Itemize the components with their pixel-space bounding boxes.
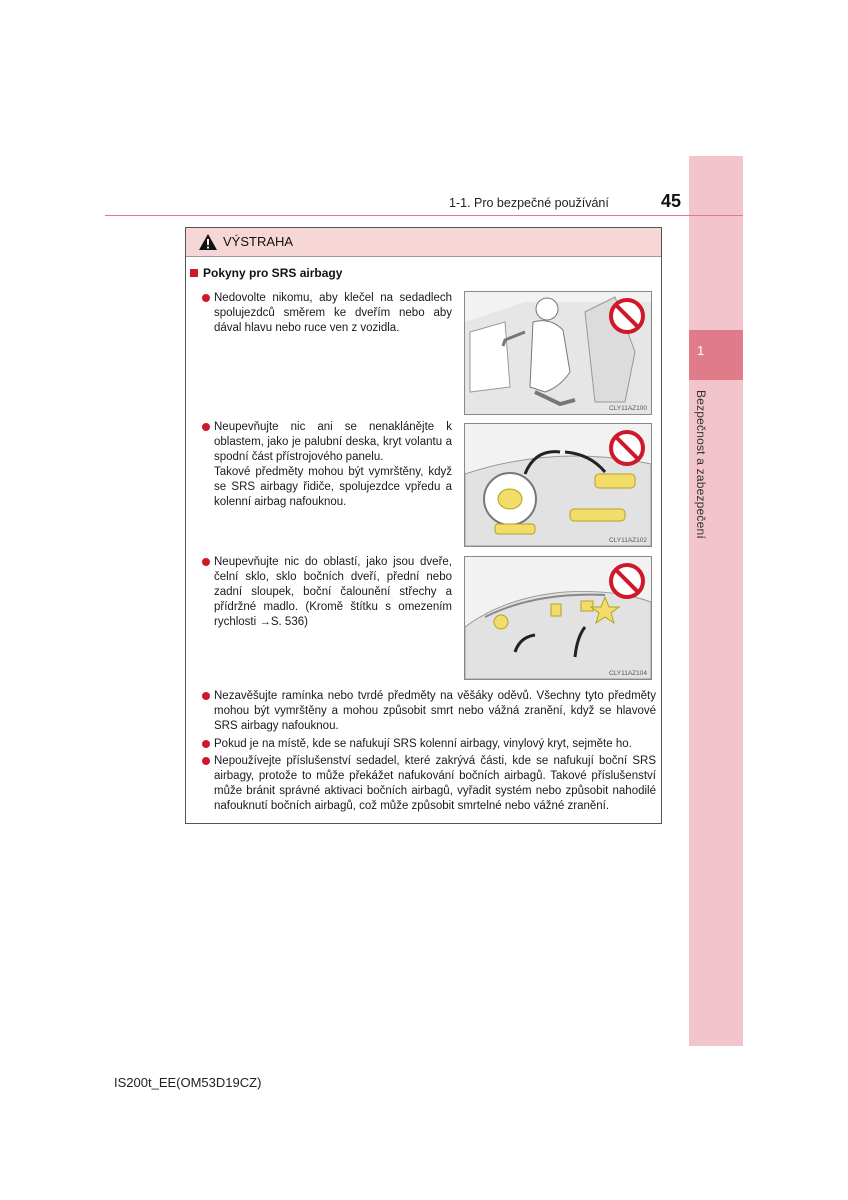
warning-triangle-icon — [198, 233, 218, 251]
warning-item-text-continued: Takové předměty mohou být vymrštěny, když se SRS airbagy řidiče, spolujezdce vpředu a kolenní airbag nafouknou. — [214, 466, 452, 508]
warning-item — [214, 420, 452, 510]
warning-item — [214, 754, 656, 814]
warning-item-text: Nezavěšujte ramínka nebo tvrdé předměty na věšáky oděvů. Všechny tyto předměty mohou být vymrštěny a mohou způsobit smrt nebo vážná zranění, když se hlavové SRS airbagy nafouknou. — [214, 690, 656, 732]
round-bullet-icon — [202, 423, 210, 431]
warning-title: VÝSTRAHA — [223, 234, 294, 249]
footer-code: IS200t_EE(OM53D19CZ) — [114, 1075, 262, 1090]
illustration-kneeling-passenger — [464, 291, 652, 415]
warning-item-text: Neupevňujte nic do oblastí, jako jsou dveře, čelní sklo, sklo bočních dveří, přední nebo zadní sloupek, boční čalounění střechy a přídržné madlo. (Kromě štítku s omezením rychlosti →S. 536) — [214, 556, 452, 628]
round-bullet-icon — [202, 757, 210, 765]
round-bullet-icon — [202, 692, 210, 700]
chapter-side-tab — [689, 156, 743, 1046]
warning-header — [186, 228, 661, 257]
warning-item — [214, 555, 452, 630]
warning-item — [214, 291, 452, 336]
round-bullet-icon — [202, 294, 210, 302]
warning-subheading — [190, 266, 342, 280]
warning-box — [185, 227, 662, 824]
warning-item — [214, 689, 656, 734]
section-title: 1-1. Pro bezpečné používání — [449, 196, 609, 210]
round-bullet-icon — [202, 740, 210, 748]
illustration-code: CLY11AZ102 — [608, 537, 647, 544]
warning-item-text: Pokud je na místě, kde se nafukují SRS kolenní airbagy, vinylový kryt, sejměte ho. — [214, 738, 632, 750]
page-number: 45 — [661, 191, 682, 211]
warning-item-text: Neupevňujte nic ani se nenaklánějte k oblastem, jako je palubní deska, kryt volantu a spodní část přístrojového panelu. — [214, 421, 452, 463]
illustration-dashboard-airbags — [464, 423, 652, 547]
warning-subheading-text: Pokyny pro SRS airbagy — [203, 266, 343, 280]
chapter-title: Bezpečnost a zabezpečení — [694, 390, 708, 539]
warning-item-text: Nepoužívejte příslušenství sedadel, které zakrývá části, kde se nafukují boční SRS airbagy, protože to může překážet nafukování bočních airbagů. Takové příslušenství může bránit správné aktivaci bočních airbagů, vyřadit systém nebo způsobit nahodilé nafouknutí bočních airbagů, což může způsobit smrtelné nebo vážné zranění. — [214, 755, 656, 812]
header-divider — [105, 215, 743, 216]
square-bullet-icon — [190, 269, 198, 277]
illustration-interior-pillars — [464, 556, 652, 680]
chapter-number: 1 — [697, 343, 705, 358]
warning-item — [214, 737, 656, 752]
illustration-code: CLY11AZ100 — [608, 405, 647, 412]
round-bullet-icon — [202, 558, 210, 566]
illustration-code: CLY11AZ104 — [608, 670, 647, 677]
warning-item-text: Nedovolte nikomu, aby klečel na sedadlech spolujezdců směrem ke dveřím nebo aby dával hlavu nebo ruce ven z vozidla. — [214, 292, 452, 334]
